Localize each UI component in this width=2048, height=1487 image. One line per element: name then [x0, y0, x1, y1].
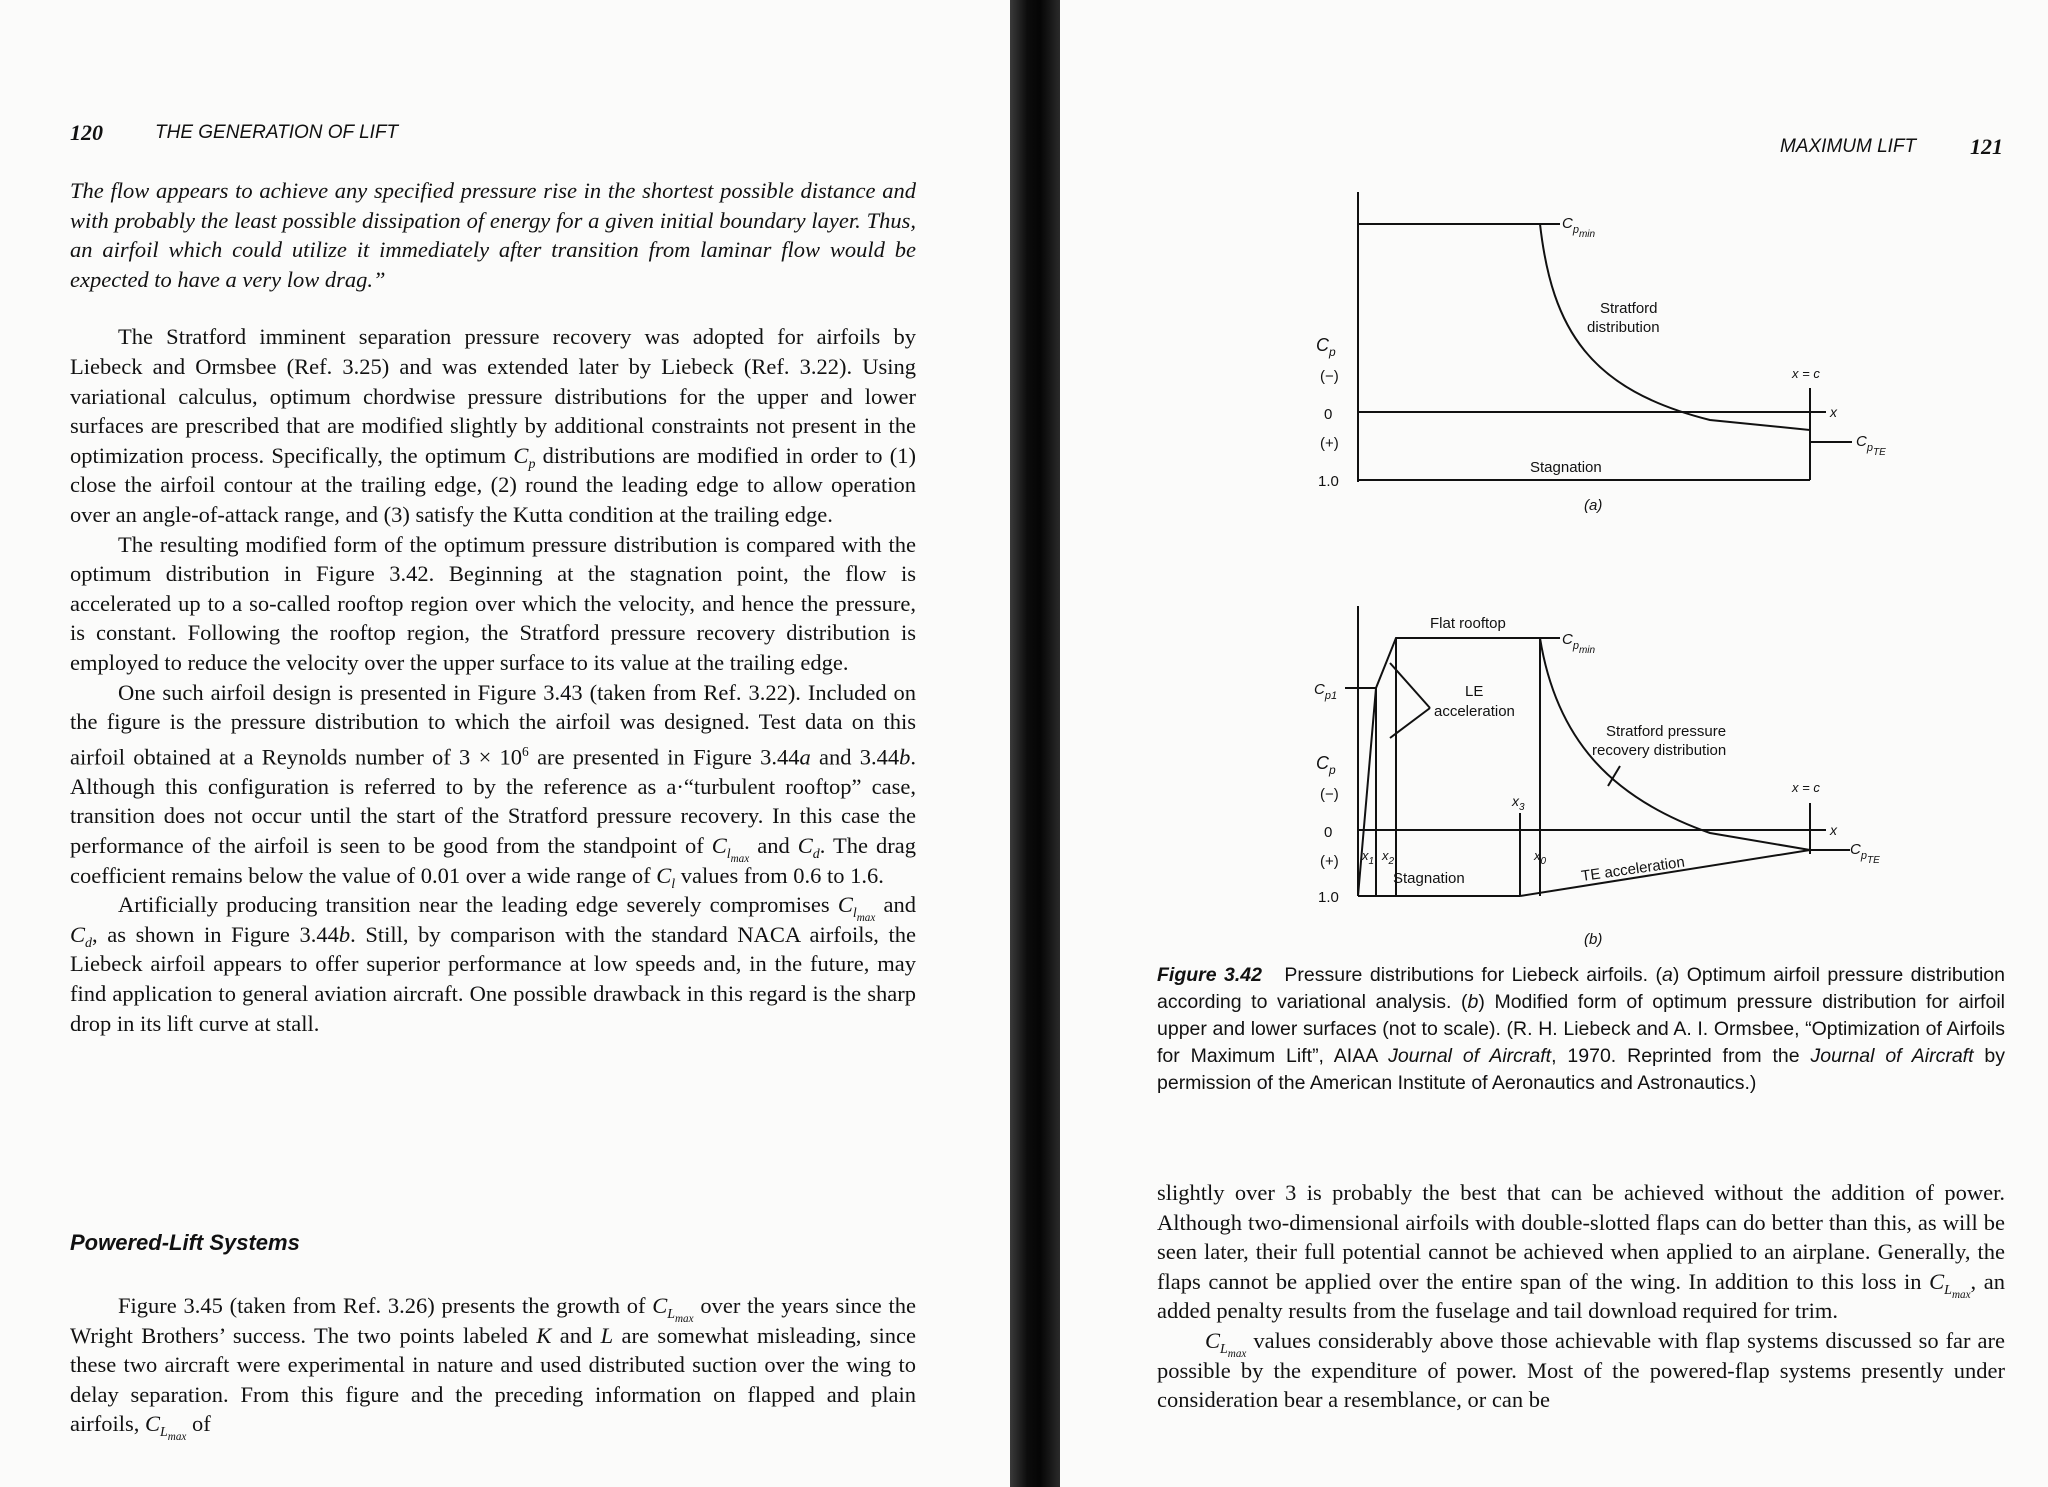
text-run: K — [536, 1322, 552, 1348]
symbol-CLmax: $C_{L_{max}}$ — [1929, 1268, 1971, 1301]
symbol-cd: $C_d$ — [70, 921, 92, 951]
text-run: slightly over 3 is probably the best that can be achieved without the addition of power. Although two-dimensional airfoils with double-slotted flaps can do better than this, as will be seen later, their full potential cannot be achieved when applied to an airplane. Generally, the flaps cannot be applied over the entire span of the wing. In addition to this loss in — [1157, 1180, 2005, 1294]
stratford-curve — [1540, 224, 1810, 442]
paragraph-modified-form: The resulting modified form of the optimum pressure distribution is compared with the optimum distribution in Figure 3.42. Beginning at the stagnation point, the flow is accelerated up to a so-called rooftop region over which the velocity, and hence the pressure, is constant. Following the rooftop region, the Stratford pressure recovery distribution is employed to reduce the velocity over the upper surface to its value at the trailing edge. — [70, 531, 916, 675]
symbol-CLmax: $C_{L_{max}}$ — [1205, 1327, 1247, 1360]
label-stagnation: Stagnation — [1393, 870, 1465, 887]
text-run: The Stratford imminent separation pressure recovery was adopted for airfoils by Liebeck and Ormsbee (Ref. 3.25) and was extended later by Liebeck (Ref. 3.22). Using variational calculus, optimum chordwise pressure distributions for the upper and lower surfaces are prescribed that are modified slightly by additional constraints not present in the optimization process. Specifically, the optimum — [70, 324, 916, 468]
text-run: values from 0.6 to 1.6. — [675, 862, 884, 888]
axis-label-cp: $C_p$ — [1316, 753, 1336, 777]
text-run: ) Optimum airfoil pressure distribution according to variational analysis. ( — [1157, 964, 2005, 1013]
paragraph-airfoil-design — [70, 678, 916, 891]
label-flat-rooftop: Flat rooftop — [1430, 615, 1506, 632]
paragraph-powered-flap — [1157, 1326, 2005, 1415]
label-te-acceleration: TE acceleration — [1580, 853, 1686, 885]
tick-minus: (−) — [1320, 368, 1339, 385]
text-run: , 1970. Reprinted from the — [1551, 1045, 1811, 1067]
paragraph-stratford — [70, 322, 916, 529]
label-cp-min: $C_{pmin}$ — [1562, 631, 1596, 656]
text-run: of — [186, 1411, 211, 1437]
label-stagnation: Stagnation — [1530, 459, 1602, 476]
panel-label-a: (a) — [1584, 497, 1603, 514]
left-body — [70, 176, 916, 1038]
text-run: . The drag coefficient remains below the value of 0.01 over a wide range of — [70, 832, 916, 888]
symbol-cd: $C_d$ — [797, 832, 820, 862]
label-stratford-pressure: Stratford pressure — [1606, 723, 1727, 740]
label-recovery-distribution: recovery distribution — [1592, 742, 1727, 759]
text-run: One such airfoil design is presented in Figure 3.43 (taken from Ref. 3.22). Included on the figure is the pressure distribution to which the airfoil was designed. Test data on this airfoil obtained at a Reynolds number of 3 × 10 — [70, 679, 916, 770]
paragraph-continued — [1157, 1178, 2005, 1326]
symbol-sub: p — [528, 456, 536, 472]
symbol-CLmax: $C_{L_{max}}$ — [652, 1293, 694, 1325]
tick-zero: 0 — [1324, 406, 1333, 423]
text-run: b — [338, 921, 351, 947]
left-page — [0, 0, 1010, 1487]
figure-3-42a — [1290, 180, 2048, 520]
tick-plus: (+) — [1320, 853, 1339, 870]
caption-label: Figure 3.42 — [1157, 964, 1262, 986]
left-body-2 — [70, 1291, 916, 1444]
tick-one: 1.0 — [1318, 473, 1339, 490]
label-x: x — [1830, 822, 1837, 838]
text-run: and — [875, 892, 916, 918]
symbol-CLmax: $C_{L_{max}}$ — [144, 1411, 187, 1444]
quote-paragraph: The flow appears to achieve any specified pressure rise in the shortest possible distance and with probably the least possible dissipation of energy for a given initial boundary layer. Thus, an airfoil which could utilize it immediately after transition from laminar flow would be expected to have a very low drag.” — [70, 178, 916, 292]
symbol-cp: C — [513, 442, 529, 468]
axis-label-cp: $C_p$ — [1316, 335, 1336, 359]
paragraph-powered-lift — [70, 1291, 916, 1444]
text-run: , an added penalty results from the fuselage and tail download required for trim. — [1157, 1268, 2005, 1324]
figure-caption — [1157, 962, 2005, 1097]
text-run: Pressure distributions for Liebeck airfoils. ( — [1284, 964, 1662, 986]
label-le: LE — [1465, 683, 1484, 700]
label-le-acceleration: acceleration — [1434, 703, 1515, 720]
page-number: 121 — [1970, 134, 2003, 159]
symbol-cl: $C_l$ — [656, 862, 676, 892]
running-head: MAXIMUM LIFT — [1780, 136, 1917, 157]
text-run: over the years since the Wright Brothers’ success. The two points labeled — [70, 1293, 916, 1348]
text-run: Figure 3.45 (taken from Ref. 3.26) presents the growth of — [118, 1293, 653, 1318]
text-run: and 3.44 — [810, 744, 900, 770]
text-run: a — [1661, 964, 1673, 986]
text-run: . Still, by comparison with the standard NACA airfoils, the Liebeck airfoil appears to offer superior performance at low speeds and, in the future, may find application to general aviation aircraft. One possible drawback in this regard is the sharp drop in its lift curve at stall. — [70, 921, 917, 1036]
text-run: and — [551, 1322, 601, 1348]
label-x3: $x_3$ — [1512, 793, 1525, 813]
label-cp-te: $C_{pTE}$ — [1856, 433, 1886, 458]
text-run: are presented in Figure 3.44 — [528, 744, 800, 770]
label-x0: $x_0$ — [1534, 848, 1547, 867]
text-run: distributions are modified in order to (1) close the airfoil contour at the trailing edge, (2) round the leading edge to allow operation over an angle-of-attack range, and (3) satisfy the Kutta condition at the trailing edge. — [70, 442, 917, 527]
label-x1: $x_1$ — [1362, 848, 1375, 867]
symbol-clmax: $C_{l_{max}}$ — [837, 892, 876, 924]
symbol-clmax: $C_{l_{max}}$ — [711, 832, 750, 865]
label-x: x — [1830, 404, 1837, 420]
paragraph-transition — [70, 890, 916, 1038]
text-run: are somewhat misleading, since these two aircraft were experimental in nature and used distributed suction over the wing to delay separation. From this figure and the preceding information on flapped and plain airfoils, — [70, 1322, 916, 1437]
label-distribution: distribution — [1587, 319, 1660, 336]
tick-one: 1.0 — [1318, 889, 1339, 906]
text-run: and — [749, 832, 798, 858]
label-cp-te: $C_{pTE}$ — [1850, 841, 1880, 866]
tick-plus: (+) — [1320, 435, 1339, 452]
running-head: THE GENERATION OF LIFT — [155, 122, 399, 143]
text-run: b — [1467, 991, 1479, 1013]
text-run: L — [600, 1322, 614, 1348]
panel-label-b: (b) — [1584, 931, 1603, 948]
text-run: ) Modified form of optimum pressure distribution for airfoil upper and lower surfaces (not to scale). (R. H. Liebeck and A. I. Ormsbee, “Optimization of Airfoils for Maximum Lift”, AIAA — [1157, 991, 2005, 1067]
text-run: . Although this configuration is referred to by the reference as a·“turbulent rooftop” case, transition does not occur until the start of the Stratford pressure recovery. In this case the performance of the airfoil is seen to be good from the standpoint of — [70, 744, 917, 858]
text-run: Journal of Aircraft — [1810, 1045, 1974, 1067]
label-x-eq-c: x = c — [1792, 780, 1820, 795]
tick-minus: (−) — [1320, 786, 1339, 803]
label-x2: $x_2$ — [1382, 848, 1395, 867]
text-run: values considerably above those achievable with flap systems discussed so far are possible by the expenditure of power. Most of the powered-flap systems presently under consideration bear a resemblance, or can be — [1157, 1327, 2005, 1413]
book-gutter — [1010, 0, 1060, 1487]
tick-zero: 0 — [1324, 824, 1333, 841]
text-run: , as shown in Figure 3.44 — [91, 921, 339, 947]
figure-3-42b — [1290, 598, 2048, 948]
section-title: Powered-Lift Systems — [70, 1230, 300, 1255]
label-stratford: Stratford — [1600, 300, 1658, 317]
label-cp1: $C_{p1}$ — [1314, 681, 1338, 702]
text-run: Artificially producing transition near the leading edge severely compromises — [118, 892, 838, 918]
right-body — [1157, 1178, 2005, 1415]
text-run: a — [799, 744, 811, 770]
exponent: 6 — [522, 743, 529, 759]
text-run: Journal of Aircraft — [1388, 1045, 1552, 1067]
label-cp-min: $C_{pmin}$ — [1562, 215, 1596, 240]
text-run: b — [899, 744, 911, 770]
text-run: by permission of the American Institute of Aeronautics and Astronautics.) — [1157, 1045, 2006, 1094]
page-number: 120 — [70, 120, 103, 145]
label-x-eq-c: x = c — [1792, 366, 1820, 381]
